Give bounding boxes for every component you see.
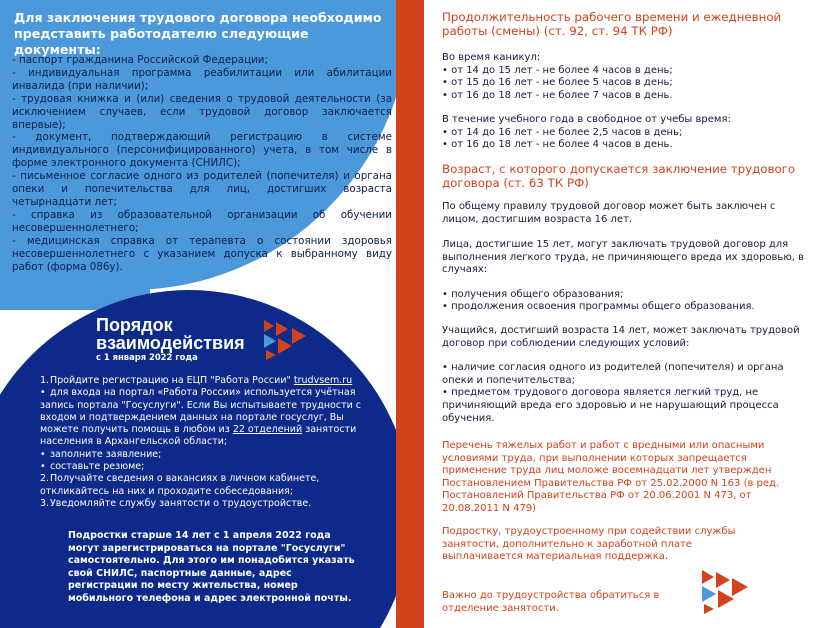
vacation-hours: [442, 52, 810, 102]
age-item: • предметом трудового договора является легкий труд, не причиняющий вреда его здоровью и не нарушающий процесса обучения.: [442, 387, 779, 424]
step-number: 1.: [40, 375, 50, 386]
bullet-icon: •: [40, 387, 46, 399]
arrows-logo-icon: [700, 566, 750, 614]
documents-item: - индивидуальная программа реабилитации или абилитации инвалида (при наличии);: [12, 66, 392, 92]
step-bullet-2: [40, 449, 380, 461]
bullet-icon: •: [40, 461, 46, 473]
step-text: Пройдите регистрацию на ЕЦП "Работа России": [50, 375, 291, 386]
study-heading: В течение учебного года в свободное от учебы время:: [442, 114, 731, 125]
order-title-line: Порядок: [96, 315, 173, 335]
offices-link[interactable]: 22 отделений: [232, 424, 303, 436]
documents-list: [12, 54, 392, 273]
documents-item: - трудовая книжка и (или) сведения о трудовой деятельности (за исключением случаев, если трудовой договор заключается впервые);: [12, 92, 392, 131]
documents-item: - паспорт гражданина Российской Федерации;: [12, 54, 268, 66]
vacation-item: • от 16 до 18 лет - не более 7 часов в день.: [442, 89, 673, 101]
study-item: • от 14 до 16 лет - не более 2,5 часов в день;: [442, 126, 683, 138]
age-paragraph-14: [442, 325, 810, 425]
age-title: Возраст, с которого допускается заключение трудового договора (ст. 63 ТК РФ): [442, 162, 796, 190]
age-text: Учащийся, достигший возраста 14 лет, может заключать трудовой договор при соблюдении следующих условий:: [442, 325, 800, 349]
step-text: Уведомляйте службу занятости о трудоустройстве.: [50, 497, 312, 509]
bullet-icon: •: [40, 448, 46, 460]
documents-item: - письменное согласие одного из родителей (попечителя) и органа опеки и попечительства для лиц, достигших возраста четырнадцати лет;: [12, 170, 392, 208]
age-item: • продолжения освоения программы общего образования.: [442, 301, 755, 313]
step-1: [40, 375, 380, 387]
hazardous-work-list: Перечень тяжелых работ и работ с вредными или опасными условиями труда, при выполнении которых запрещается применение труда лиц моложе восемнадцати лет утвержден Постановлением Правительства РФ от 25.02.2000 N 163 (в ред. Постановлений Правительства РФ от 20.06.2001 N 473, от 20.08.2011 N 479): [442, 440, 780, 514]
order-title: [96, 316, 245, 352]
step-2: [40, 473, 380, 498]
step-3: [40, 498, 380, 510]
age-item: • наличие согласия одного из родителей (попечителя) и органа опеки и попечительства;: [442, 362, 784, 386]
bullet-text: занятости населения в Архангельской области;: [40, 424, 357, 448]
bullet-text: заполните заявление;: [50, 448, 162, 460]
documents-item: - справка из образовательной организации об обучении несовершеннолетнего;: [12, 208, 392, 234]
study-hours: [442, 114, 810, 152]
payment-support: Подростку, трудоустроенному при содействии службы занятости, дополнительно к заработной плате выплачивается материальная поддержка.: [442, 526, 736, 563]
bullet-text: составьте резюме;: [50, 461, 145, 473]
working-hours-title: Продолжительность рабочего времени и ежедневной работы (смены) (ст. 92, ст. 94 ТК РФ): [442, 10, 782, 38]
order-title-line: взаимодействия: [96, 333, 245, 353]
documents-item: - документ, подтверждающий регистрацию в системе индивидуального (персонифицированного) учета, в том числе в форме электронного документа (СНИЛС);: [12, 131, 392, 170]
step-number: 2.: [40, 473, 50, 485]
trudvsem-link[interactable]: trudvsem.ru: [293, 375, 353, 386]
registration-steps: [40, 375, 380, 510]
vacation-item: • от 15 до 16 лет - не более 5 часов в день;: [442, 77, 673, 89]
vacation-heading: Во время каникул:: [442, 52, 541, 63]
age-text: Лица, достигшие 15 лет, могут заключать трудовой договор для выполнения легкого труда, не причиняющего вреда их здоровью, в случаях:: [442, 239, 804, 276]
documents-item: - медицинская справка от терапевта о состоянии здоровья несовершеннолетнего с указанием допуска к выбранному виду работ (форма 086у).: [12, 234, 392, 273]
study-item: • от 16 до 18 лет - не более 4 часов в день.: [442, 139, 673, 151]
documents-title: Для заключения трудового договора необходимо представить работодателю следующие документы:: [14, 10, 382, 57]
age-paragraph-16: По общему правилу трудовой договор может быть заключен с лицом, достигшим возраста 16 лет.: [442, 201, 776, 225]
step-number: 3.: [40, 497, 50, 509]
order-subtitle: с 1 января 2022 года: [96, 352, 198, 362]
step-bullet-1: [40, 387, 380, 448]
step-text: Получайте сведения о вакансиях в личном кабинете, откликайтесь на них и проходите собеседования;: [40, 473, 320, 497]
important-note: Важно до трудоустройства обратиться в отделение занятости.: [442, 590, 660, 614]
bullet-text: для входа на портал «Работа России» используется учётная запись портала "Госуслуги". Если Вы испытываете трудности с входом и подтверждением данных на портале госуслуг, Вы можете получить помощь в любом из: [40, 387, 362, 436]
vacation-item: • от 14 до 15 лет - не более 4 часов в день;: [442, 64, 673, 76]
step-bullet-3: [40, 461, 380, 473]
age-paragraph-15: [442, 239, 810, 314]
teen-gosuslugi-note: Подростки старше 14 лет с 1 апреля 2022 года могут зарегистрироваться на портале "Госуслуги" самостоятельно. Для этого им понадобится указать свой СНИЛС, паспортные данные, адрес регистрации по месту жительства, номер мобильного телефона и адрес электронной почты.: [68, 530, 355, 604]
arrows-logo-icon: [262, 318, 310, 360]
age-item: • получения общего образования;: [442, 288, 624, 300]
orange-divider-stripe: [396, 0, 424, 628]
